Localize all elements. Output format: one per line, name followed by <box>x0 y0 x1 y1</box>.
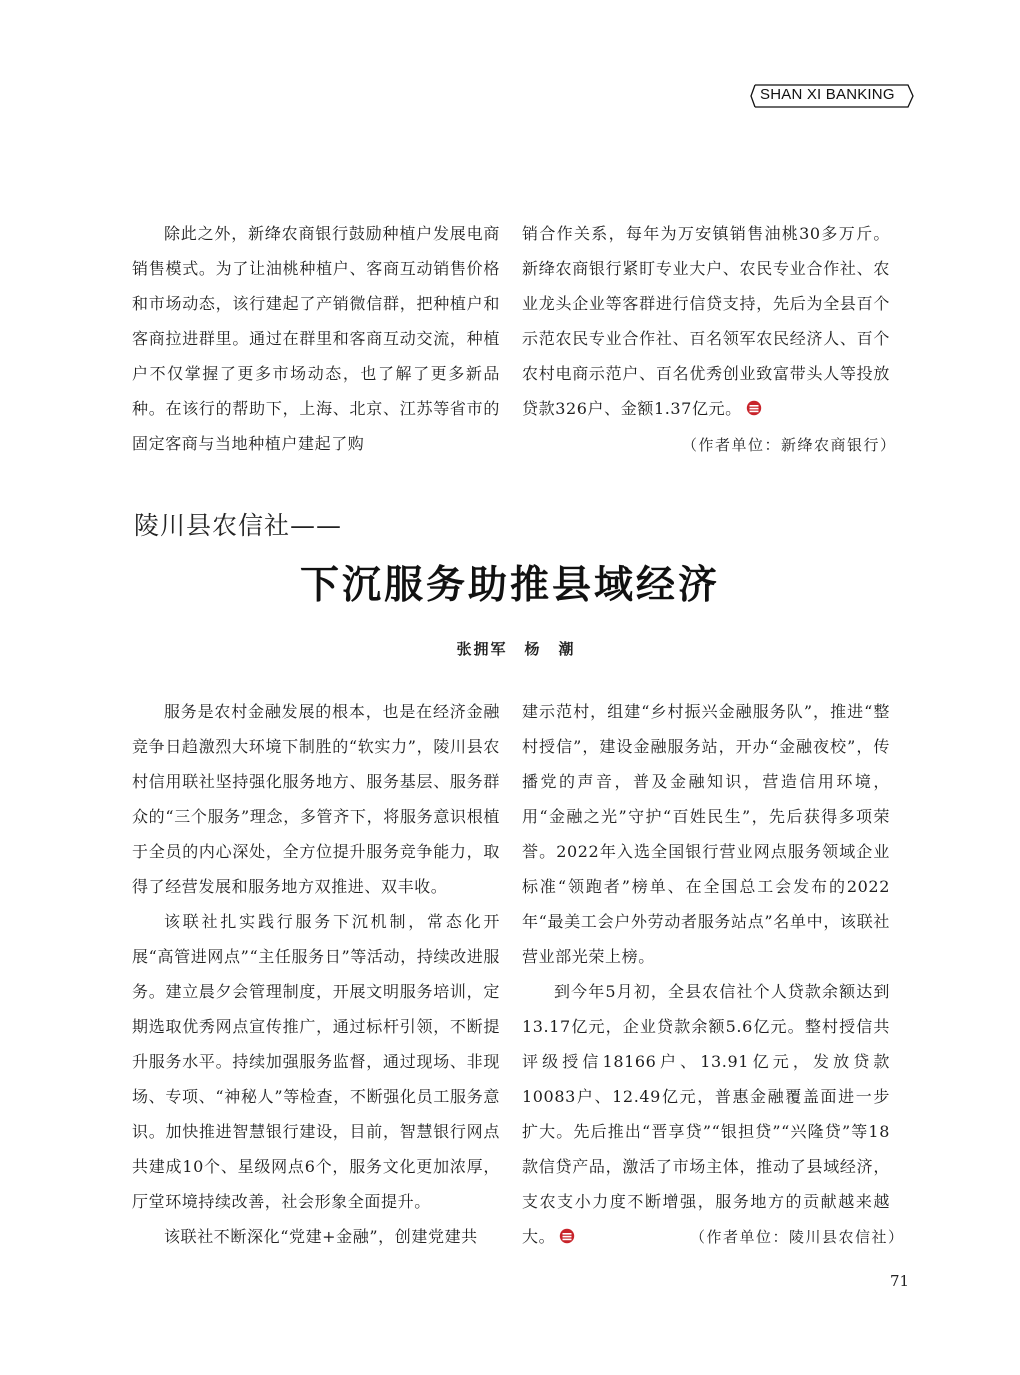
article2-kicker: 陵川县农信社—— <box>134 511 343 540</box>
article2-title: 下沉服务助推县域经济 <box>299 562 720 608</box>
article2-byline: 张拥军 杨 潮 <box>456 640 576 658</box>
article1-left-paragraph: 除此之外，新绛农商银行鼓励种植户发展电商销售模式。为了让油桃种植户、客商互动销售价格和市场动态，该行建起了产销微信群，把种植户和客商拉进群里。通过在群里和客商互动交流，种植户不仅掌握了更多市场动态，也了解了更多新品种。在该行的帮助下，上海、北京、江苏等省市的固定客商与当地种植户建起了购 <box>132 224 500 453</box>
article1-right-column <box>522 216 890 426</box>
article1-right-text: 销合作关系，每年为万安镇销售油桃30多万斤。新绛农商银行紧盯专业大户、农民专业合作社、农业龙头企业等客群进行信贷支持，先后为全县百个示范农民专业合作社、百名领军农民经济人、百个农村电商示范户、百名优秀创业致富带头人等投放贷款326户、金额1.37亿元。 <box>522 224 890 418</box>
article2-left-column <box>132 694 500 1254</box>
header-tag-text: SHAN XI BANKING <box>760 86 895 103</box>
article1-author-unit: （作者单位：新绛农商银行） <box>682 436 897 454</box>
article2-right-paragraph-1: 建示范村，组建“乡村振兴金融服务队”，推进“整村授信”，建设金融服务站，开办“金融夜校”，传播党的声音，普及金融知识，营造信用环境，用“金融之光”守护“百姓民生”，先后获得多项荣誉。2022年入选全国银行营业网点服务领域企业标准“领跑者”榜单、在全国总工会发布的2022年“最美工会户外劳动者服务站点”名单中，该联社营业部光荣上榜。 <box>522 702 890 966</box>
article2-right-text-2: 到今年5月初，全县农信社个人贷款余额达到13.17亿元，企业贷款余额5.6亿元。整村授信共评级授信18166户、13.91亿元，发放贷款10083户、12.49亿元，普惠金融覆盖面进一步扩大。先后推出“晋享贷”“银担贷”“兴隆贷”等18款信贷产品，激活了市场主体，推动了县域经济，支农支小力度不断增强，服务地方的贡献越来越大。 <box>522 982 890 1246</box>
article2-left-paragraph-3: 该联社不断深化“党建+金融”，创建党建共 <box>164 1227 478 1246</box>
page-number: 71 <box>890 1272 910 1290</box>
magazine-logo-icon <box>746 400 762 416</box>
running-header <box>750 84 914 108</box>
article2-right-column <box>522 694 890 1254</box>
article2-right-paragraph-2 <box>522 974 890 1254</box>
article2-author-unit: （作者单位：陵川县农信社） <box>690 1228 905 1246</box>
article2-left-paragraph-1: 服务是农村金融发展的根本，也是在经济金融竞争日趋激烈大环境下制胜的“软实力”，陵川县农村信用联社坚持强化服务地方、服务基层、服务群众的“三个服务”理念，多管齐下，将服务意识根植于全员的内心深处，全方位提升服务竞争能力，取得了经营发展和服务地方双推进、双丰收。 <box>132 702 500 896</box>
magazine-logo-icon <box>559 1228 575 1244</box>
article1-left-column <box>132 216 500 461</box>
article2-left-paragraph-2: 该联社扎实践行服务下沉机制，常态化开展“高管进网点”“主任服务日”等活动，持续改进服务。建立晨夕会管理制度，开展文明服务培训，定期选取优秀网点宣传推广，通过标杆引领，不断提升服务水平。持续加强服务监督，通过现场、非现场、专项、“神秘人”等检查，不断强化员工服务意识。加快推进智慧银行建设，目前，智慧银行网点共建成10个、星级网点6个，服务文化更加浓厚，厅堂环境持续改善，社会形象全面提升。 <box>132 912 500 1211</box>
article1-right-paragraph <box>522 216 890 426</box>
